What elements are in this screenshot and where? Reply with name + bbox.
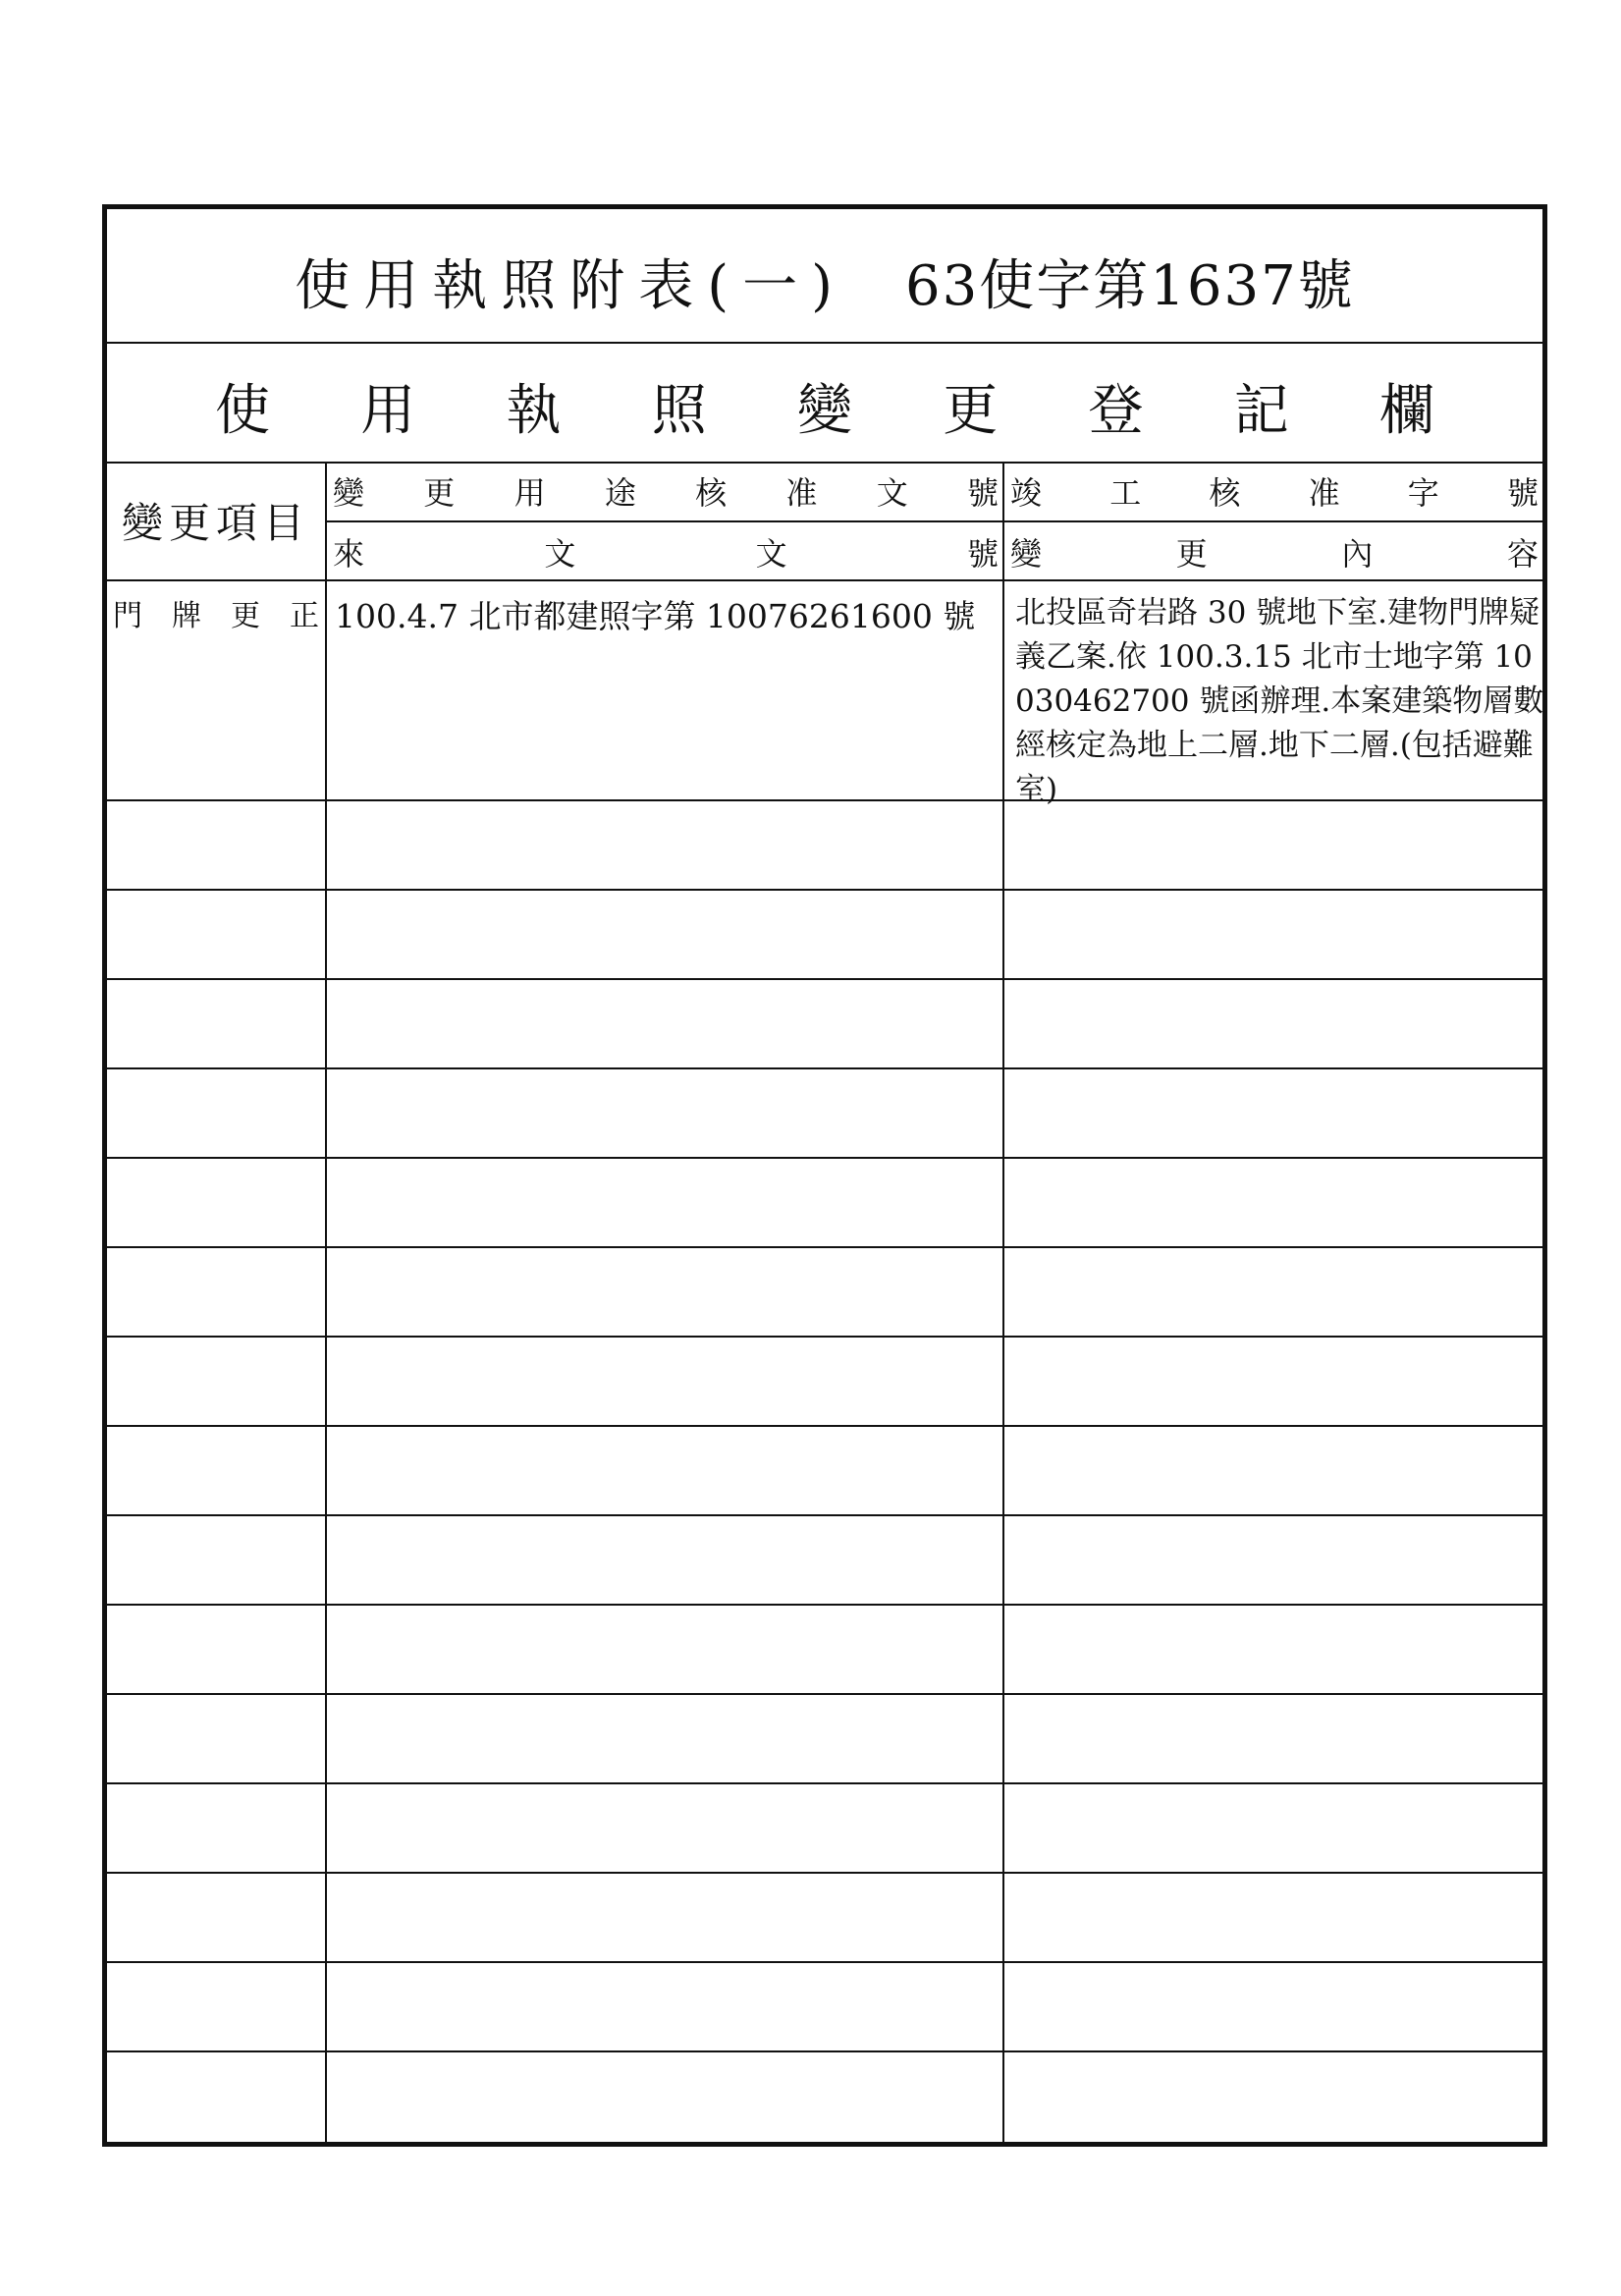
table-row (107, 1069, 1542, 1159)
header-char: 更 (1175, 535, 1208, 573)
table-row (107, 2052, 1542, 2142)
header-char: 更 (423, 474, 456, 512)
permit-attachment-frame (102, 204, 1547, 2147)
table-row (107, 1338, 1542, 1427)
header-char: 途 (604, 474, 636, 512)
header-char: 文 (544, 535, 576, 573)
section-title-char: 記 (1233, 379, 1289, 443)
header-char: 用 (513, 474, 546, 512)
table-row (107, 1695, 1542, 1784)
change-content-cell: 北投區奇岩路 30 號地下室.建物門牌疑義乙案.依 100.3.15 北市士地字第 10030462700 號函辦理.本案建築物層數經核定為地上二層.地下二層.(包括避難室) (1015, 595, 1544, 807)
header-change-content (1006, 522, 1542, 581)
header-char: 准 (785, 474, 818, 512)
section-title-char: 欄 (1379, 379, 1434, 443)
section-title-char: 照 (651, 379, 707, 443)
header-completion-approval-no (1006, 462, 1542, 520)
header-char: 核 (695, 474, 728, 512)
change-item-char: 牌 (172, 599, 201, 633)
header-char: 來 (333, 535, 365, 573)
section-title-char: 登 (1088, 379, 1144, 443)
subtitle-row (107, 342, 1542, 464)
column-divider (325, 462, 327, 2142)
section-title-char: 變 (797, 379, 852, 443)
table-row (107, 801, 1542, 891)
table-row (107, 891, 1542, 980)
section-title-char: 使 (215, 379, 270, 443)
section-title-char: 執 (506, 379, 562, 443)
section-title-char: 更 (943, 379, 999, 443)
header-char: 核 (1209, 474, 1241, 512)
change-item-char: 正 (290, 599, 319, 633)
header-char: 號 (966, 474, 999, 512)
header-char: 文 (755, 535, 787, 573)
header-char: 容 (1506, 535, 1539, 573)
table-row (107, 1874, 1542, 1963)
header-char: 工 (1109, 474, 1142, 512)
table-row (107, 1159, 1542, 1248)
header-approval-doc-no (329, 462, 1002, 520)
header-char: 字 (1407, 474, 1439, 512)
table-row (107, 980, 1542, 1069)
table-row (107, 579, 1544, 807)
change-item-char: 更 (231, 599, 260, 633)
title-row (107, 209, 1542, 344)
permit-number: 63使字第1637號 (904, 254, 1355, 318)
title-label: 使用執照附表(一) (295, 254, 846, 318)
table-row (107, 1606, 1542, 1695)
change-item-cell (113, 591, 319, 634)
page-title (107, 243, 1542, 321)
header-change-item: 變更項目 (121, 499, 310, 547)
header-char: 變 (1010, 535, 1043, 573)
section-title-char: 用 (360, 379, 416, 443)
approval-reference-cell: 100.4.7 北市都建照字第 10076261600 號 (335, 597, 976, 635)
header-char: 號 (966, 535, 999, 573)
header-char: 准 (1308, 474, 1340, 512)
table-row (107, 1784, 1542, 1874)
header-char: 內 (1341, 535, 1374, 573)
column-divider (1002, 462, 1004, 2142)
table-row (107, 1248, 1542, 1338)
table-row (107, 1427, 1542, 1516)
header-char: 文 (876, 474, 908, 512)
header-char: 竣 (1010, 474, 1043, 512)
change-item-char: 門 (113, 599, 142, 633)
header-char: 變 (333, 474, 365, 512)
table-header (107, 462, 1542, 581)
section-title (215, 367, 1434, 446)
table-row (107, 1963, 1542, 2052)
table-row (107, 1516, 1542, 1606)
header-incoming-doc-no (329, 522, 1002, 581)
header-char: 號 (1506, 474, 1539, 512)
